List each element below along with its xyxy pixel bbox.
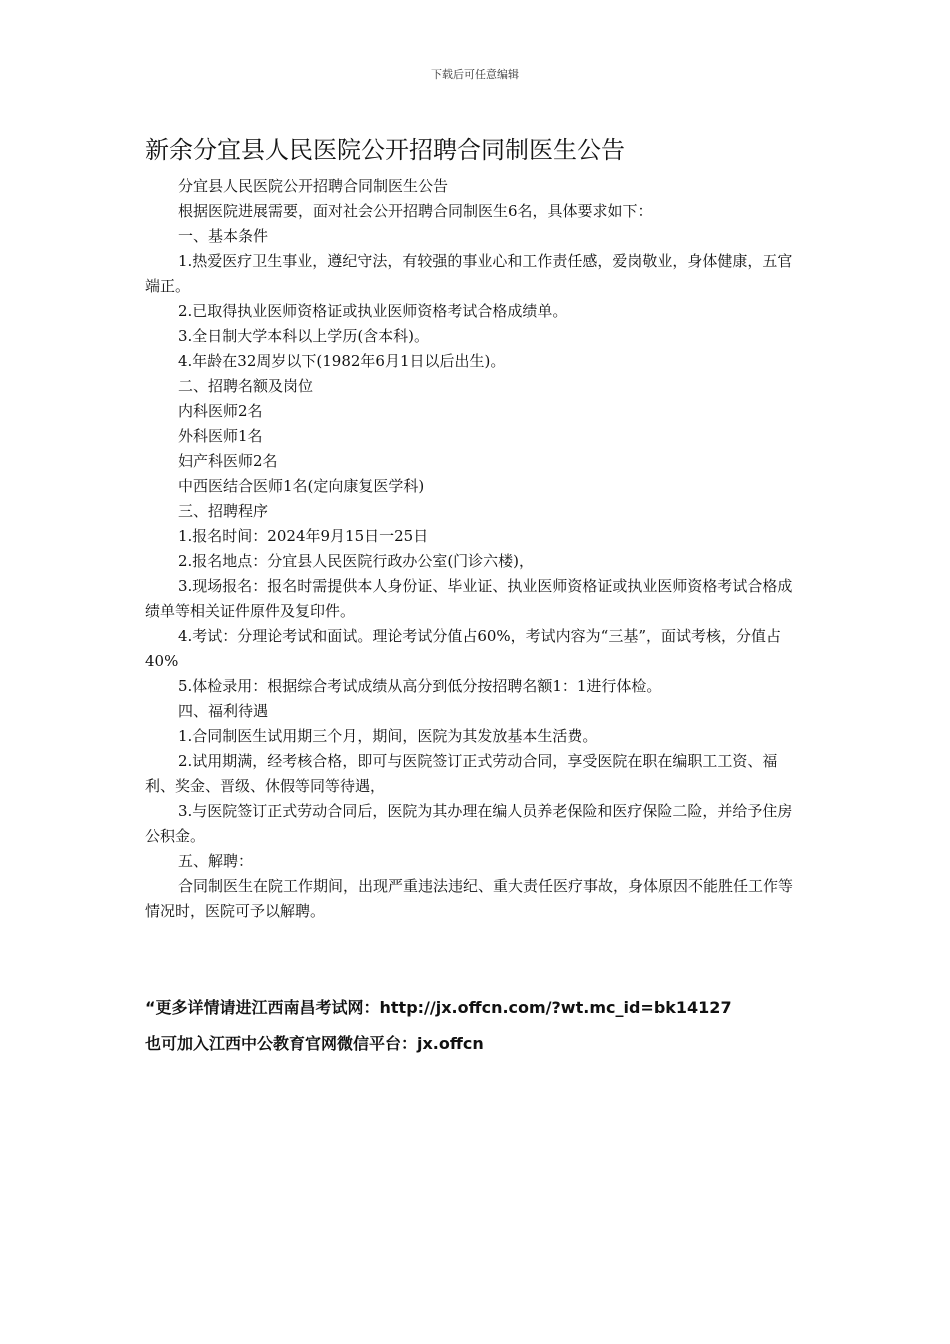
body-paragraph: 根据医院进展需要，面对社会公开招聘合同制医生6名，具体要求如下： — [178, 202, 653, 220]
footer-website-link: “更多详情请进江西南昌考试网：http://jx.offcn.com/?wt.mc_id=bk14127 — [145, 998, 732, 1017]
section-heading: 五、解聘： — [178, 852, 254, 870]
body-paragraph: 1.报名时间：2024年9月15日一25日 — [178, 527, 429, 545]
body-paragraph: 分宜县人民医院公开招聘合同制医生公告 — [178, 177, 449, 195]
position-item: 妇产科医师2名 — [178, 452, 278, 470]
body-paragraph: 2.已取得执业医师资格证或执业医师资格考试合格成绩单。 — [178, 302, 568, 320]
body-paragraph: 2.试用期满，经考核合格，即可与医院签订正式劳动合同，享受医院在职在编职工工资、福利、奖金、晋级、休假等同等待遇， — [145, 752, 778, 795]
footer-wechat-note: 也可加入江西中公教育官网微信平台：jx.offcn — [145, 1034, 484, 1053]
body-paragraph: 3.现场报名：报名时需提供本人身份证、毕业证、执业医师资格证或执业医师资格考试合格成绩单等相关证件原件及复印件。 — [145, 577, 793, 620]
body-paragraph: 3.全日制大学本科以上学历(含本科)。 — [178, 327, 430, 345]
body-paragraph: 3.与医院签订正式劳动合同后，医院为其办理在编人员养老保险和医疗保险二险，并给予住房公积金。 — [145, 802, 793, 845]
position-item: 外科医师1名 — [178, 427, 263, 445]
position-item: 内科医师2名 — [178, 402, 263, 420]
section-heading: 三、招聘程序 — [178, 502, 269, 520]
body-paragraph: 4.考试：分理论考试和面试。理论考试分值占60%，考试内容为“三基”，面试考核，分值占40% — [145, 627, 781, 670]
body-paragraph: 5.体检录用：根据综合考试成绩从高分到低分按招聘名额1：1进行体检。 — [178, 677, 662, 695]
section-heading: 一、基本条件 — [178, 227, 269, 245]
body-paragraph: 1.热爱医疗卫生事业，遵纪守法，有较强的事业心和工作责任感，爱岗敬业，身体健康，五官端正。 — [145, 252, 793, 295]
header-note: 下载后可任意编辑 — [431, 68, 519, 81]
body-paragraph: 2.报名地点：分宜县人民医院行政办公室(门诊六楼)， — [178, 552, 535, 570]
position-item: 中西医结合医师1名(定向康复医学科) — [178, 477, 425, 495]
document-title: 新余分宜县人民医院公开招聘合同制医生公告 — [145, 136, 625, 164]
section-heading: 二、招聘名额及岗位 — [178, 377, 314, 395]
document-body — [145, 174, 805, 924]
body-paragraph: 4.年龄在32周岁以下(1982年6月1日以后出生)。 — [178, 352, 506, 370]
body-paragraph: 1.合同制医生试用期三个月，期间，医院为其发放基本生活费。 — [178, 727, 598, 745]
body-paragraph: 合同制医生在院工作期间，出现严重违法违纪、重大责任医疗事故，身体原因不能胜任工作等情况时，医院可予以解聘。 — [145, 877, 794, 920]
section-heading: 四、福利待遇 — [178, 702, 269, 720]
